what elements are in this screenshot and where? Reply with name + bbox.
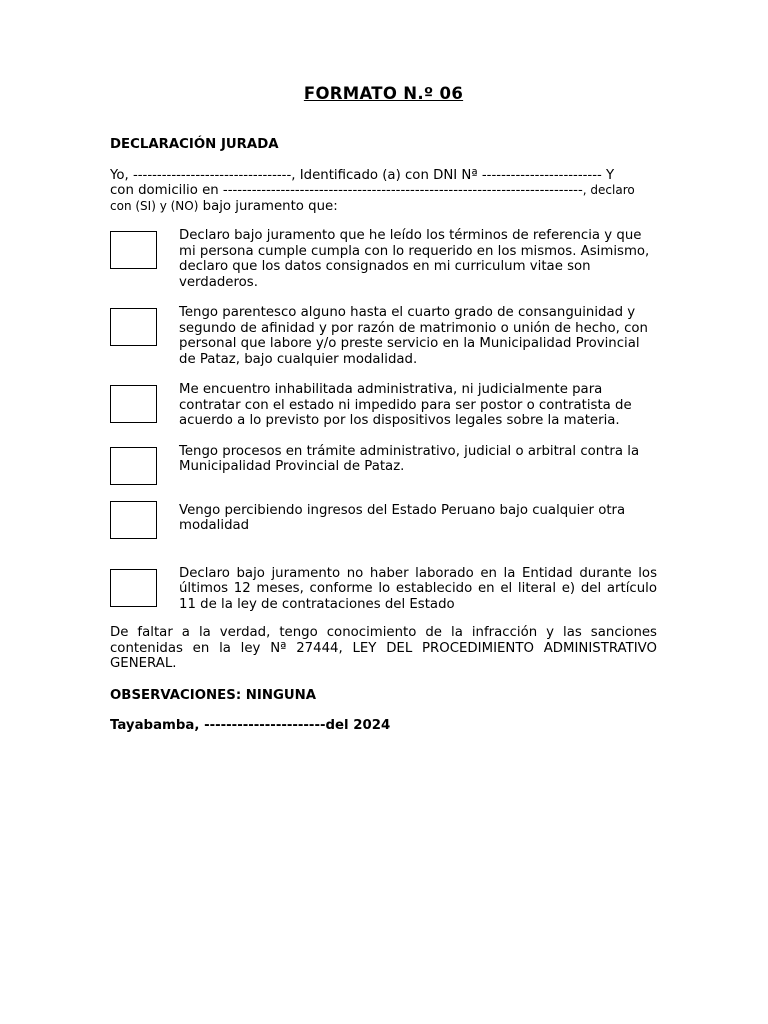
intro-line-2 <box>110 183 657 199</box>
declaration-checkbox[interactable] <box>110 231 157 269</box>
declaration-item <box>110 305 657 367</box>
intro-declaro: , declaro <box>582 183 635 197</box>
intro-si-no: con (SI) y (NO) <box>110 198 199 213</box>
intro-oath: bajo juramento que: <box>198 198 338 214</box>
closing-paragraph: De faltar a la verdad, tengo conocimiento de la infracción y las sanciones contenidas en la ley Nª 27444, LEY DEL PROCEDIMIENTO ADMINISTRATIVO GENERAL. <box>110 625 657 671</box>
document-subtitle: DECLARACIÓN JURADA <box>110 137 279 152</box>
declaration-checkbox[interactable] <box>110 501 157 539</box>
declaration-text: Tengo procesos en trámite administrativo, judicial o arbitral contra la Municipalidad Provincial de Pataz. <box>179 443 640 474</box>
intro-domicile: con domicilio en --------------------------------------------------------------------------- <box>110 183 583 198</box>
intro-paragraph <box>110 168 657 215</box>
document-title: FORMATO N.º 06 <box>303 84 464 103</box>
place-date: Tayabamba, ----------------------del 2024 <box>110 718 391 733</box>
declaration-text: Vengo percibiendo ingresos del Estado Peruano bajo cualquier otra modalidad <box>179 502 626 533</box>
declaration-text: Declaro bajo juramento no haber laborado en la Entidad durante los últimos 12 meses, conforme lo establecido en el literal e) del artículo 11 de la ley de contrataciones del Estado <box>179 565 657 612</box>
declaration-checkbox[interactable] <box>110 385 157 423</box>
document-page <box>110 86 657 734</box>
declaration-checkbox[interactable] <box>110 447 157 485</box>
declaration-item <box>110 498 657 539</box>
declaration-item <box>110 228 657 290</box>
declaration-item <box>110 382 657 429</box>
declaration-text: Me encuentro inhabilitada administrativa, ni judicialmente para contratar con el estado ni impedido para ser postor o contratista de acuerdo a lo previsto por los dispositivos legales sobre la materia. <box>179 382 632 428</box>
declaration-checkbox[interactable] <box>110 569 157 607</box>
declaration-items <box>110 228 657 612</box>
intro-line-3 <box>110 199 657 215</box>
intro-line-1: Yo, ---------------------------------, Identificado (a) con DNI Nª ------------------------- Y <box>110 167 615 183</box>
declaration-item <box>110 444 657 485</box>
declaration-checkbox[interactable] <box>110 308 157 346</box>
observations: OBSERVACIONES: NINGUNA <box>110 687 317 703</box>
declaration-item <box>110 566 657 613</box>
declaration-text: Tengo parentesco alguno hasta el cuarto grado de consanguinidad y segundo de afinidad y por razón de matrimonio o unión de hecho, con personal que labore y/o preste servicio en la Municipalidad Provincial de Pataz, bajo cualquier modalidad. <box>179 305 648 367</box>
declaration-text: Declaro bajo juramento que he leído los términos de referencia y que mi persona cumple cumpla con lo requerido en los mismos. Asimismo, declaro que los datos consignados en mi curriculum vitae son verdaderos. <box>179 228 650 290</box>
